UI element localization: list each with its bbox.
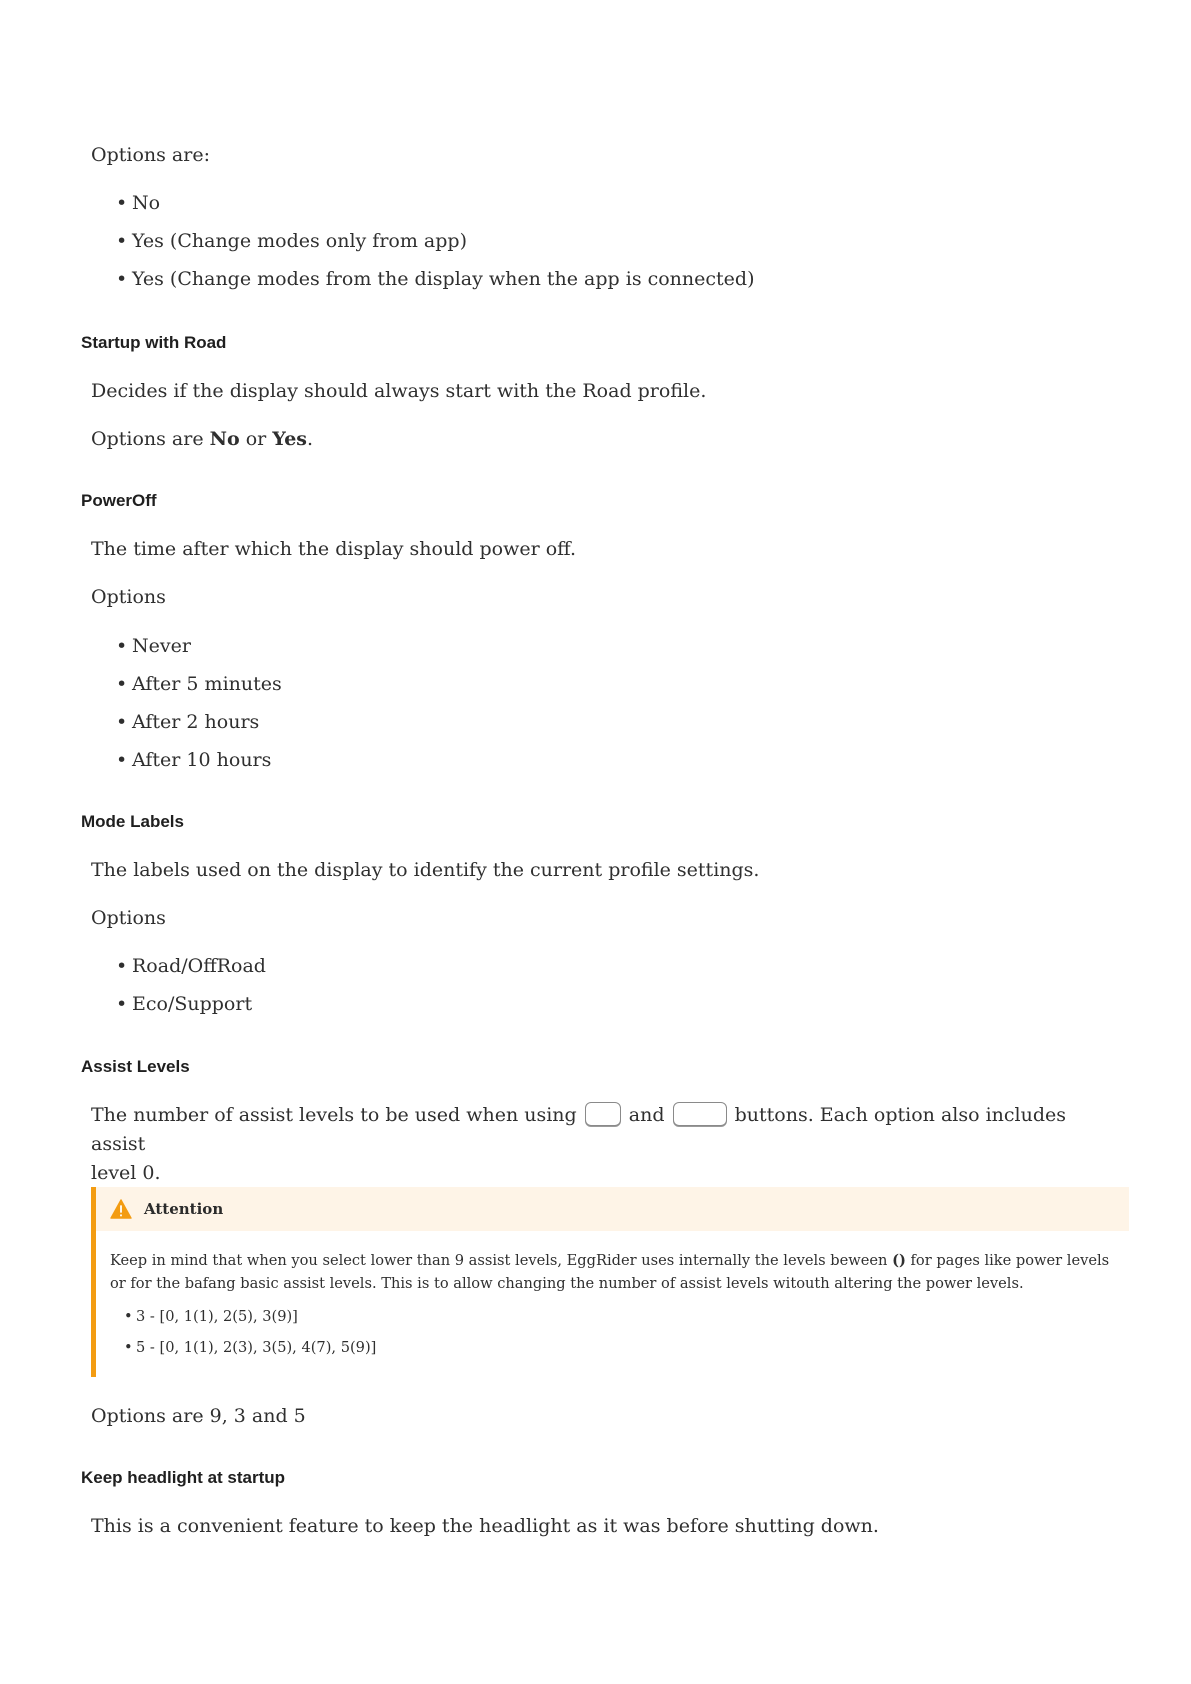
desc-part1: The number of assist levels to be used when using (91, 1104, 577, 1126)
assist-levels-options: Options are 9, 3 and 5 (91, 1405, 306, 1427)
mode-labels-options-label: Options (91, 907, 166, 929)
options-or: or (239, 428, 273, 450)
up-button-key-icon (585, 1102, 621, 1126)
headlight-description: This is a convenient feature to keep the headlight as it was before shutting down. (91, 1515, 879, 1537)
poweroff-options-label: Options (91, 586, 166, 608)
attention-list (124, 1305, 1129, 1367)
list-item: • Road/OffRoad (116, 952, 266, 990)
options-prefix: Options are (91, 428, 210, 450)
attention-text-part2: for pages like power levels or for the bafang basic assist levels. This is to allow changing the number of assist levels witouth altering the power levels. (110, 1252, 1110, 1292)
attention-callout (91, 1187, 1129, 1377)
section-heading-mode-labels: Mode Labels (81, 812, 184, 831)
list-item: • 3 - [0, 1(1), 2(5), 3(9)] (124, 1305, 1129, 1336)
down-button-key-icon (673, 1102, 727, 1126)
list-item: • 5 - [0, 1(1), 2(3), 3(5), 4(7), 5(9)] (124, 1336, 1129, 1367)
poweroff-options-list (116, 632, 282, 784)
attention-text-part1: Keep in mind that when you select lower than 9 assist levels, EggRider uses internally the levels beween (110, 1252, 888, 1269)
section-heading-headlight: Keep headlight at startup (81, 1468, 286, 1487)
list-item: • Never (116, 632, 282, 670)
mode-labels-options-list (116, 952, 266, 1028)
option-no: No (209, 428, 240, 450)
desc-part2: buttons. Each option also includes assist (91, 1104, 1067, 1155)
startup-road-description: Decides if the display should always start with the Road profile. (91, 380, 707, 402)
attention-header (96, 1187, 1129, 1231)
list-item: • No (116, 189, 755, 227)
list-item: • Yes (Change modes from the display when the app is connected) (116, 265, 755, 303)
section-heading-assist-levels: Assist Levels (81, 1057, 190, 1076)
assist-levels-description (91, 1101, 1101, 1188)
desc-line2: level 0. (91, 1162, 161, 1184)
list-item: • After 5 minutes (116, 670, 282, 708)
warning-icon (110, 1199, 132, 1219)
option-yes: Yes (272, 428, 307, 450)
section-heading-startup-road: Startup with Road (81, 333, 227, 352)
list-item: • After 2 hours (116, 708, 282, 746)
poweroff-description: The time after which the display should power off. (91, 538, 577, 560)
mode-labels-description: The labels used on the display to identify the current profile settings. (91, 859, 760, 881)
attention-text (110, 1249, 1110, 1295)
intro-options-list (116, 189, 755, 303)
startup-road-options (91, 425, 313, 454)
desc-and: and (628, 1104, 665, 1126)
list-item: • Eco/Support (116, 990, 266, 1028)
attention-text-bold: () (892, 1252, 906, 1269)
options-label: Options are: (91, 144, 210, 166)
attention-title: Attention (144, 1200, 224, 1218)
list-item: • After 10 hours (116, 746, 282, 784)
options-suffix: . (306, 428, 314, 450)
list-item: • Yes (Change modes only from app) (116, 227, 755, 265)
section-heading-poweroff: PowerOff (81, 491, 157, 510)
